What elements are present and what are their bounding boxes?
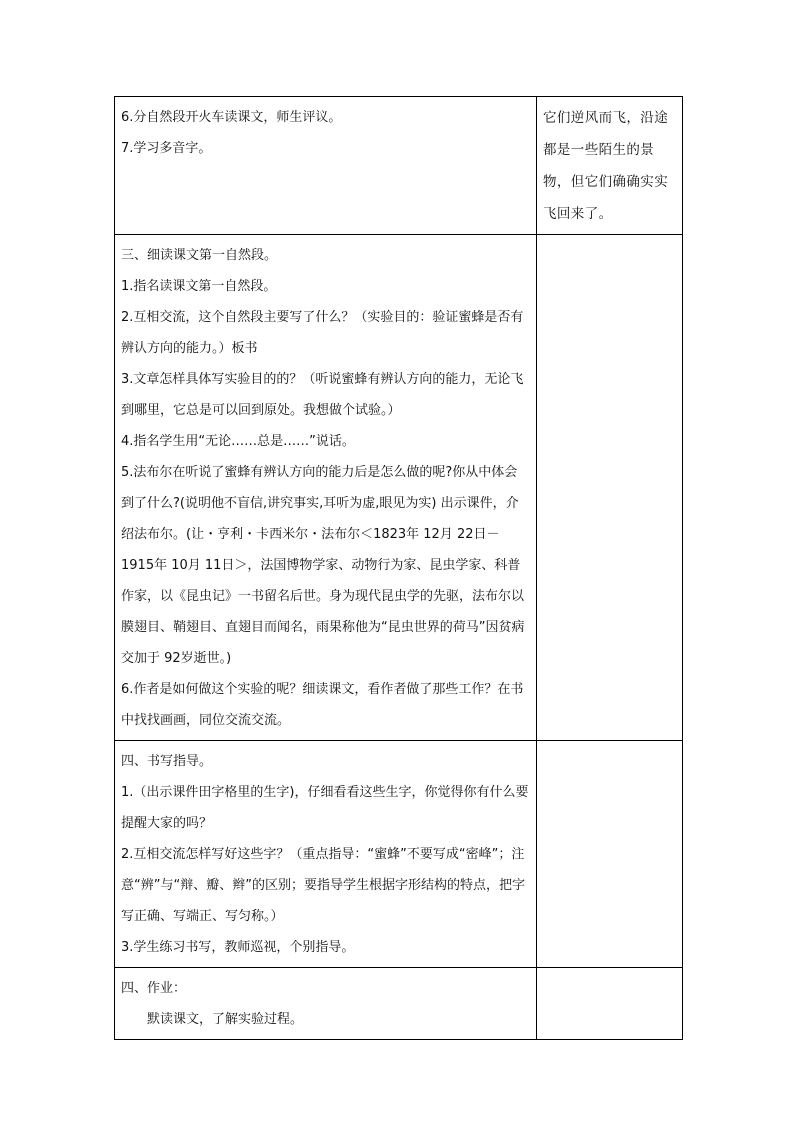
lesson-plan-table bbox=[114, 96, 683, 1040]
paragraph: 2.互相交流，这个自然段主要写了什么？（实验目的：验证蜜蜂是否有辨认方向的能力。）板书 bbox=[121, 310, 524, 356]
main-cell bbox=[115, 97, 537, 235]
main-cell bbox=[115, 968, 537, 1040]
paragraph: 6.作者是如何做这个实验的呢？细读课文，看作者做了那些工作？在书中找找画画，同位交流交流。 bbox=[121, 682, 524, 728]
section-heading: 三、细读课文第一自然段。 bbox=[121, 248, 278, 263]
side-note: 它们逆风而飞，沿途都是一些陌生的景物，但它们确确实实飞回来了。 bbox=[543, 110, 669, 222]
table-row bbox=[115, 968, 683, 1040]
paragraph: 5.法布尔在听说了蜜蜂有辨认方向的能力后是怎么做的呢?你从中体会到了什么?(说明他不盲信,讲究事实,耳听为虚,眼见为实) 出示课件，介绍法布尔。(让・亨利・卡西米尔・法布尔＜1823年 12月 22日－1915年 10月 11日＞，法国博物学家、动物行为家、昆虫学家、科普作家，以《昆虫记》一书留名后世。身为现代昆虫学的先驱，法布尔以膜翅目、鞘翅目、直翅目而闻名，雨果称他为“昆虫世界的荷马”因贫病交加于 92岁逝世。) bbox=[121, 465, 525, 666]
paragraph: 3.文章怎样具体写实验目的的？（听说蜜蜂有辨认方向的能力，无论飞到哪里，它总是可以回到原处。我想做个试验。） bbox=[121, 372, 524, 418]
main-cell bbox=[115, 741, 537, 968]
paragraph: 6.分自然段开火车读课文，师生评议。 bbox=[121, 110, 342, 125]
paragraph: 4.指名学生用“无论……总是……”说话。 bbox=[121, 434, 355, 449]
paragraph: 1.（出示课件田字格里的生字)，仔细看看这些生字，你觉得你有什么要提醒大家的吗？ bbox=[121, 785, 529, 831]
paragraph: 7.学习多音字。 bbox=[121, 141, 212, 156]
side-note-cell bbox=[537, 97, 683, 235]
paragraph: 3.学生练习书写，教师巡视，个别指导。 bbox=[121, 940, 355, 955]
section-heading: 四、作业： bbox=[121, 981, 187, 996]
side-note-cell bbox=[537, 235, 683, 741]
paragraph: 2.互相交流怎样写好这些字？（重点指导：“蜜蜂”不要写成“密峰”；注意“辨”与“辩、瓣、辫”的区别；要指导学生根据字形结构的特点，把字写正确、写端正、写匀称。） bbox=[121, 847, 525, 924]
paragraph: 默读课文，了解实验过程。 bbox=[147, 1012, 304, 1027]
table-row bbox=[115, 235, 683, 741]
side-note-cell bbox=[537, 968, 683, 1040]
section-heading: 四、书写指导。 bbox=[121, 754, 213, 769]
paragraph: 1.指名读课文第一自然段。 bbox=[121, 279, 277, 294]
table-row bbox=[115, 97, 683, 235]
table-row bbox=[115, 741, 683, 968]
side-note-cell bbox=[537, 741, 683, 968]
main-cell bbox=[115, 235, 537, 741]
